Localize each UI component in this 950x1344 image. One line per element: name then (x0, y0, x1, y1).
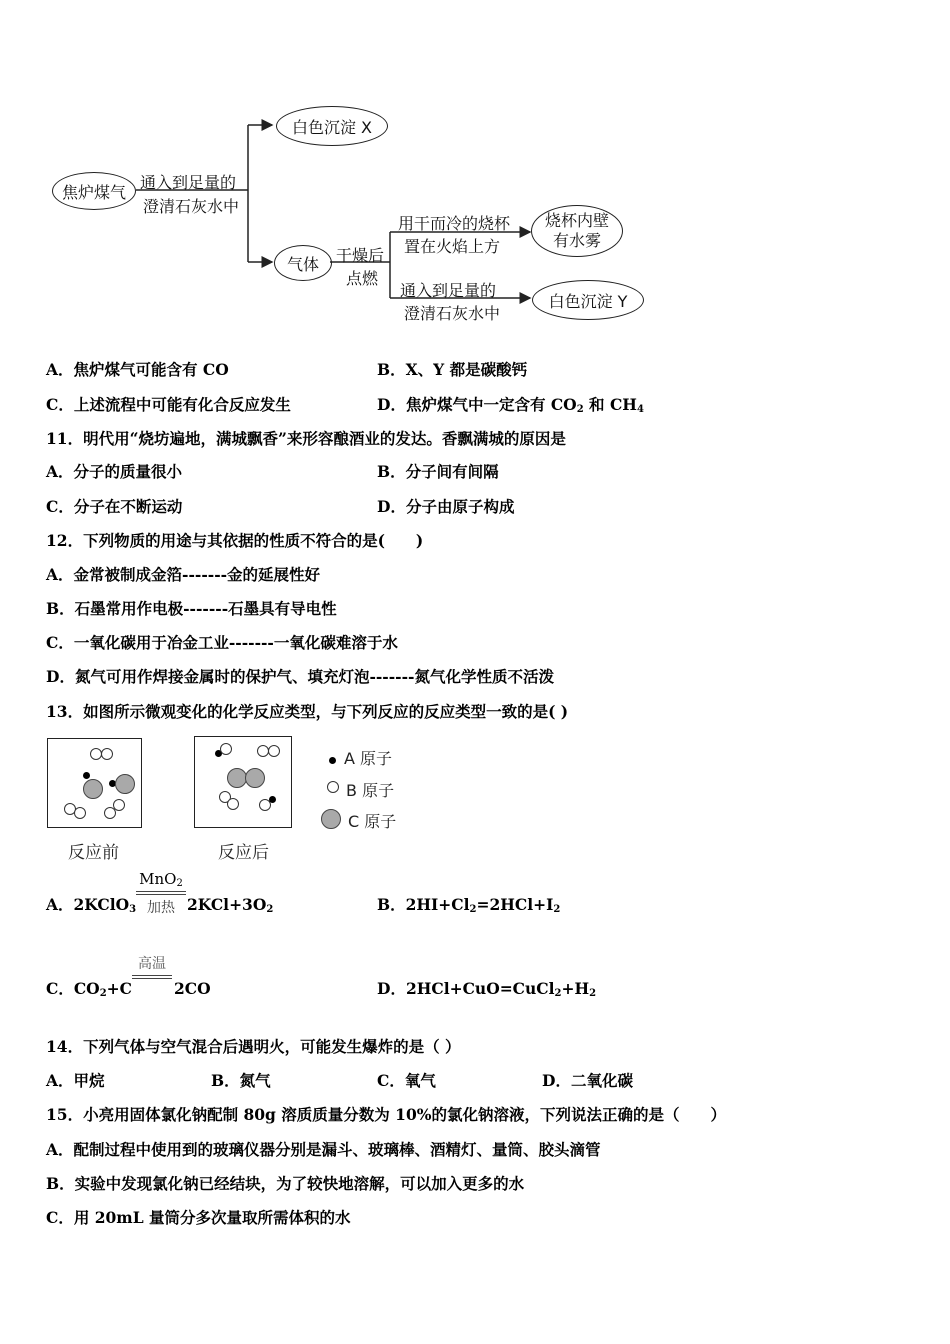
flow-branch1-line1: 用干而冷的烧杯 (398, 214, 511, 233)
q10-option-d: D．焦炉煤气中一定含有 $CO_2$ 和 $CH_4$ (377, 395, 644, 415)
q13-option-c-high-temp: 高温 (138, 956, 166, 972)
q14-option-b: B．氮气 (211, 1071, 271, 1090)
flow-branch2-line2: 澄清石灰水中 (404, 304, 501, 323)
q11-option-c: C．分子在不断运动 (46, 497, 183, 516)
q13-option-c-equals-line (132, 975, 172, 979)
q13-option-a-product: $2KCl+3O_2$ (187, 895, 274, 915)
b-atom (220, 743, 232, 755)
flow-dry-line2: 点燃 (346, 269, 379, 288)
c-atom (245, 768, 265, 788)
q13-option-a-catalyst: MnO$_2$ (139, 870, 183, 889)
flow-beaker-result-node (531, 205, 623, 257)
flow-branch2-line1: 通入到足量的 (400, 281, 497, 300)
q11-stem: 11．明代用“烧坊遍地，满城飘香”来形容酿酒业的发达。香飘满城的原因是 (46, 429, 566, 448)
legend-a-atom (329, 757, 336, 764)
q13-option-a-equals-line (136, 891, 186, 895)
q13-option-a-reactant: A．2KClO$_3$ (46, 895, 137, 915)
flow-gas-node (274, 245, 332, 281)
q12-option-c: C．一氧化碳用于冶金工业-------一氧化碳难溶于水 (46, 633, 398, 652)
flow-dry-line1: 干燥后 (336, 246, 385, 265)
q13-option-a-heat: 加热 (147, 900, 175, 916)
q13-option-b: B．$2HI+Cl_2=2HCl+I_2$ (377, 895, 561, 915)
q10-option-c: C．上述流程中可能有化合反应发生 (46, 395, 291, 414)
legend-a-label: A 原子 (344, 749, 393, 768)
b-atom (113, 799, 125, 811)
c-atom (227, 768, 247, 788)
q11-option-b: B．分子间有间隔 (377, 462, 499, 481)
q15-option-c: C．用 20mL 量筒分多次量取所需体积的水 (46, 1208, 351, 1227)
b-atom (268, 745, 280, 757)
c-atom (83, 779, 103, 799)
reaction-before-box (47, 738, 142, 828)
q14-option-d: D．二氧化碳 (542, 1071, 633, 1090)
q13-option-c-product: 2CO (174, 979, 211, 998)
q15-option-b: B．实验中发现氯化钠已经结块，为了较快地溶解，可以加入更多的水 (46, 1174, 525, 1193)
c-atom (115, 774, 135, 794)
q12-stem: 12．下列物质的用途与其依据的性质不符合的是( ) (46, 531, 424, 550)
q11-option-a: A．分子的质量很小 (46, 462, 183, 481)
flow-result-x-node (276, 106, 388, 146)
legend-b-label: B 原子 (346, 781, 395, 800)
reaction-before-caption: 反应前 (68, 843, 119, 863)
legend-c-atom (321, 809, 341, 829)
reaction-after-caption: 反应后 (218, 843, 269, 863)
reaction-after-box (194, 736, 292, 828)
q12-option-a: A．金常被制成金箔-------金的延展性好 (46, 565, 321, 584)
q13-stem: 13．如图所示微观变化的化学反应类型，与下列反应的反应类型一致的是( ) (46, 702, 569, 721)
q15-stem: 15．小亮用固体氯化钠配制 80g 溶质质量分数为 10%的氯化钠溶液，下列说法正确的是（ ） (46, 1105, 726, 1124)
flow-beaker-result-line2: 有水雾 (552, 231, 601, 250)
q10-option-a: A．焦炉煤气可能含有 CO (46, 360, 229, 379)
q14-stem: 14．下列气体与空气混合后遇明火，可能发生爆炸的是（ ） (46, 1037, 461, 1056)
a-atom (269, 796, 276, 803)
flow-result-y-node (532, 280, 644, 320)
q13-option-d: D．$2HCl+CuO=CuCl_2+H_2$ (377, 979, 597, 999)
flow-start-node (52, 172, 136, 210)
legend-c-label: C 原子 (348, 812, 397, 831)
flow-branch1-line2: 置在火焰上方 (404, 237, 501, 256)
q12-option-d: D．氮气可用作焊接金属时的保护气、填充灯泡-------氮气化学性质不活泼 (46, 667, 554, 686)
b-atom (227, 798, 239, 810)
q13-option-a-condition (136, 870, 186, 917)
flow-start-label: 焦炉煤气 (61, 182, 126, 202)
flow-step1-line2: 澄清石灰水中 (143, 197, 240, 216)
flow-result-x-label: 白色沉淀 X (291, 117, 373, 137)
a-atom (83, 772, 90, 779)
flow-gas-label: 气体 (286, 254, 319, 274)
q11-option-d: D．分子由原子构成 (377, 497, 515, 516)
q15-option-a: A．配制过程中使用到的玻璃仪器分别是漏斗、玻璃棒、酒精灯、量筒、胶头滴管 (46, 1140, 601, 1159)
flow-result-y-label: 白色沉淀 Y (548, 291, 628, 311)
q10-option-b: B．X、Y 都是碳酸钙 (377, 360, 528, 379)
q13-option-c-reactant: C．$CO_2+C$ (46, 979, 132, 999)
b-atom (74, 807, 86, 819)
q14-option-c: C．氧气 (377, 1071, 436, 1090)
b-atom (101, 748, 113, 760)
q13-option-c-condition (132, 953, 172, 981)
flow-step1-line1: 通入到足量的 (140, 173, 237, 192)
flow-beaker-result-line1: 烧杯内壁 (544, 211, 609, 230)
legend-b-atom (327, 781, 339, 793)
q12-option-b: B．石墨常用作电极-------石墨具有导电性 (46, 599, 337, 618)
q14-option-a: A．甲烷 (46, 1071, 105, 1090)
